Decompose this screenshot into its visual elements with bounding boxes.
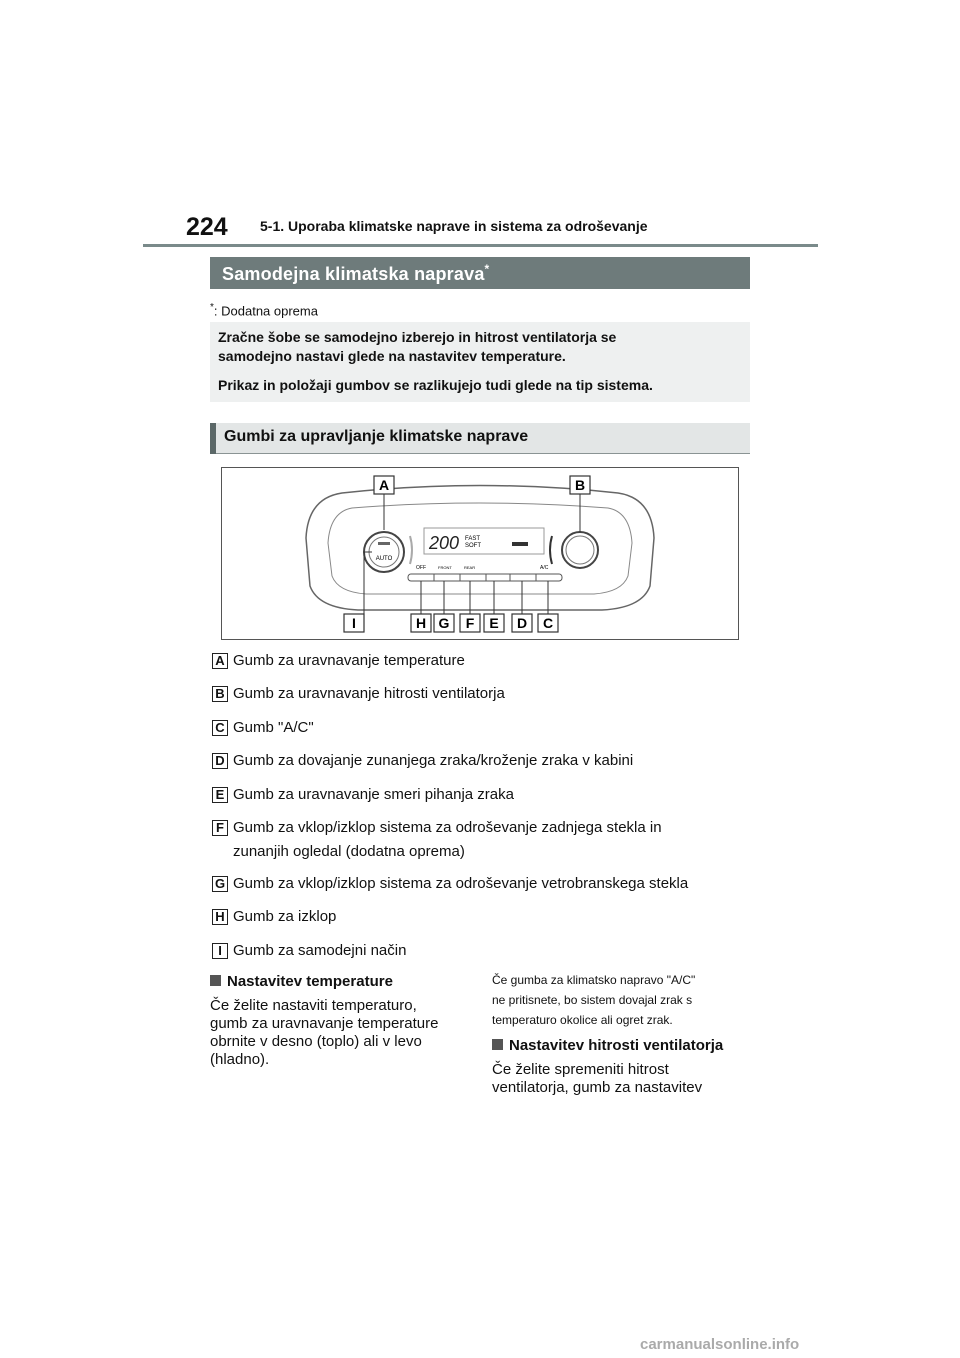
callout-d-label: D (516, 615, 528, 631)
section-title-text: Samodejna klimatska naprava (222, 264, 485, 284)
page-number: 224 (186, 213, 228, 241)
climate-panel-figure (221, 467, 739, 640)
legend-badge-i: I (212, 943, 228, 959)
callout-e (484, 614, 504, 632)
section-title-mark: * (484, 262, 490, 276)
temperature-line-1: Če želite nastaviti temperaturo, (210, 997, 417, 1014)
ac-note-line-3: temperaturo okolice ali ogret zrak. (492, 1013, 673, 1027)
heading-square-icon (492, 1039, 503, 1050)
callout-f-label: F (465, 615, 475, 631)
legend-text-b: Gumb za uravnavanje hitrosti ventilatorja (233, 685, 505, 702)
footnote-mark: * (210, 302, 214, 313)
footnote (210, 302, 318, 318)
callout-i-label: I (352, 615, 356, 631)
callout-b-label: B (574, 477, 586, 493)
chapter-title: 5-1. Uporaba klimatske naprave in sistema za odroševanje (260, 218, 648, 234)
fan-line-2: ventilatorja, gumb za nastavitev (492, 1079, 703, 1096)
callout-d (512, 614, 532, 632)
callout-h (411, 614, 431, 632)
subsection-title: Gumbi za upravljanje klimatske naprave (224, 428, 529, 445)
callout-f (460, 614, 480, 632)
legend-badge-b: B (212, 686, 228, 702)
legend-badge-g: G (212, 876, 228, 892)
climate-panel-illustration (222, 468, 738, 639)
legend-text-e: Gumb za uravnavanje smeri pihanja zraka (233, 786, 514, 803)
fan-heading-text: Nastavitev hitrosti ventilatorja (509, 1037, 724, 1054)
legend-badge-c: C (212, 720, 228, 736)
display-fast: FAST (465, 536, 481, 542)
legend-badge-h: H (212, 909, 228, 925)
callout-a (374, 476, 394, 494)
callout-b (570, 476, 590, 494)
watermark: carmanualsonline.info (640, 1336, 800, 1353)
callout-a-label: A (378, 477, 390, 493)
callout-c (538, 614, 558, 632)
info-line-3: Prikaz in položaji gumbov se razlikujejo tudi glede na tip sistema. (218, 377, 653, 393)
legend-badge-e: E (212, 787, 228, 803)
callout-g-label: G (438, 615, 450, 631)
fan-heading (492, 1037, 723, 1054)
info-line-1: Zračne šobe se samodejno izberejo in hitrost ventilatorja se (218, 329, 617, 345)
callout-g (434, 614, 454, 632)
callout-c-label: C (542, 615, 554, 631)
legend-text-i: Gumb za samodejni način (233, 942, 407, 959)
legend-badge-f: F (212, 820, 228, 836)
ac-note-line-1: Če gumba za klimatsko napravo "A/C" (492, 973, 696, 987)
subsection-accent (210, 423, 216, 454)
button-label-ac: A/C (540, 565, 549, 571)
callout-i (344, 614, 364, 632)
header-rule (143, 244, 818, 247)
button-label-front: FRONT (438, 565, 452, 570)
temperature-heading-text: Nastavitev temperature (227, 973, 393, 990)
knob-auto-label: AUTO (375, 556, 393, 562)
legend-text-c: Gumb "A/C" (233, 719, 314, 736)
fan-line-1: Če želite spremeniti hitrost (492, 1061, 669, 1078)
temperature-line-2: gumb za uravnavanje temperature (210, 1015, 439, 1032)
heading-square-icon (210, 975, 221, 986)
legend-badge-d: D (212, 753, 228, 769)
section-title (222, 262, 489, 285)
legend-badge-a: A (212, 653, 228, 669)
display-temperature: 200 (429, 533, 460, 553)
temperature-heading (210, 973, 393, 990)
legend-text-g: Gumb za vklop/izklop sistema za odroševanje vetrobranskega stekla (233, 875, 689, 892)
button-label-rear: REAR (464, 565, 476, 570)
legend-text-a: Gumb za uravnavanje temperature (233, 652, 465, 669)
callout-e-label: E (489, 615, 499, 631)
info-line-2: samodejno nastavi glede na nastavitev temperature. (218, 348, 566, 364)
legend-text-d: Gumb za dovajanje zunanjega zraka/kroženje zraka v kabini (233, 752, 634, 769)
legend-text-h: Gumb za izklop (233, 908, 337, 925)
button-label-off: OFF (416, 565, 426, 571)
legend-text-f: Gumb za vklop/izklop sistema za odroševanje zadnjega stekla in (233, 819, 662, 836)
temperature-line-3: obrnite v desno (toplo) ali v levo (210, 1033, 422, 1050)
display-soft: SOFT (465, 543, 481, 549)
temperature-line-4: (hladno). (210, 1051, 270, 1068)
legend-text-f-continued: zunanjih ogledal (dodatna oprema) (233, 843, 465, 860)
callout-h-label: H (415, 615, 427, 631)
ac-note-line-2: ne pritisnete, bo sistem dovajal zrak s (492, 993, 693, 1007)
footnote-text: : Dodatna oprema (213, 303, 318, 319)
